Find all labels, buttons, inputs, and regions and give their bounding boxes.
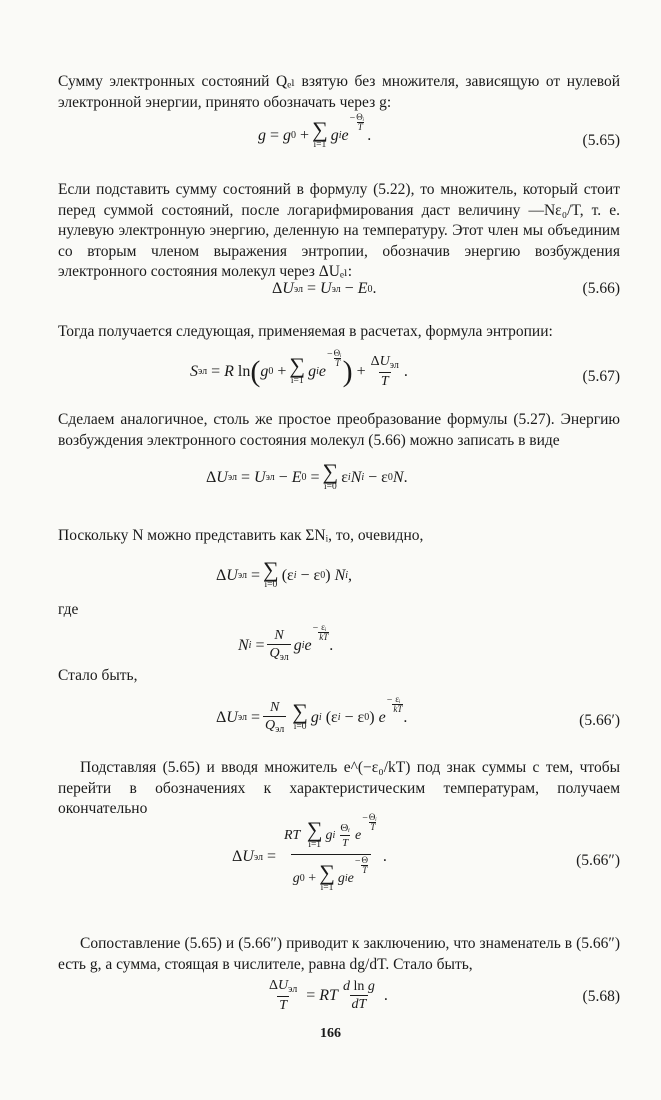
- equation-body: $\frac{\Delta U_{эл}}{T}$ = RT $\frac{\text{d ln g}}{dT}$ .: [269, 978, 388, 1013]
- equation-body: S эл = R ln ( g 0 + ∑ i=1 g i e − Θᵢ T ) + $\frac{\Delta U_{эл}}{T}$ .: [190, 348, 408, 389]
- equation-body: Δ U эл = U эл − E 0 .: [272, 280, 377, 297]
- equation-number: (5.66): [582, 280, 620, 297]
- paragraph-1: Сумму электронных состояний Qₑₗ взятую без множителя, зависящую от нулевой электронной энергии, принято обозначать через g:: [58, 73, 620, 111]
- paragraph-4: Сделаем аналогичное, столь же простое преобразование формулы (5.27). Энергию возбуждения электронного состояния молекул (5.66) можно записать в виде: [58, 411, 620, 449]
- paragraph-9: Сопоставление (5.65) и (5.66″) приводит к заключению, что знаменатель в (5.66″) есть g, а сумма, стоящая в числителе, равна dg/dT. Стало быть,: [58, 935, 620, 973]
- equation-5-65: [58, 112, 620, 166]
- paragraph-5: Поскольку N можно представить как ΣNᵢ, то, очевидно,: [58, 527, 424, 544]
- paragraph-8: Подставляя (5.65) и вводя множитель e^(−ε₀/kT) под знак суммы с тем, чтобы перейти в обозначениях к характеристическим температурам, получаем окончательно: [58, 759, 620, 817]
- equation-body: Δ U эл = $\frac{N}{Q_{эл}}$ ∑ i=0 g i (ε i − ε 0 ) e − εᵢ kT .: [216, 694, 408, 736]
- equation-body: Δ U эл = ∑ i=0 (ε i − ε 0 ) N i ,: [216, 557, 353, 590]
- page-number: 166: [320, 1026, 341, 1041]
- equation-number: (5.66″): [576, 852, 620, 869]
- paragraph-3: Тогда получается следующая, применяемая в расчетах, формула энтропии:: [58, 323, 553, 340]
- equation-delta-u-ni: [58, 557, 620, 600]
- equation-number: (5.67): [582, 368, 620, 385]
- equation-5-66: [58, 280, 620, 306]
- equation-ni: [58, 620, 620, 668]
- paragraph-2: Если подставить сумму состояний в формулу (5.22), то множитель, который стоит перед суммой состояний, после логарифмирования даст величину —Nε₀/T, т. е. нулевую электронную энергию, деленную на температуру. Этот член мы объединим со вторым членом выражения энтропии, обозначив энергию возбуждения электронного состояния молекул через ΔUₑₗ:: [58, 181, 620, 280]
- equation-5-66-double-prime: [58, 812, 620, 920]
- paragraph-7: Стало быть,: [58, 667, 138, 684]
- equation-5-68: [58, 976, 620, 1020]
- equation-body: Δ U эл = U эл − E 0 = ∑ i=0 ε i N i − ε 0 N .: [206, 459, 408, 492]
- equation-body: N i = $\frac{N}{Q_{эл}}$ g i e − εᵢ kT .: [238, 622, 334, 664]
- equation-body: Δ U эл = RT ∑ i=1 g i $\frac{\text{Θᵢ}}{T}$ e − Θᵢ T g 0 + ∑ i=1 g i e − Θ T .: [232, 812, 387, 893]
- paragraph-6: где: [58, 601, 79, 618]
- equation-5-66-prime: [58, 690, 620, 742]
- equation-number: (5.66′): [579, 712, 620, 729]
- equation-delta-u-sum: [58, 459, 620, 504]
- equation-number: (5.65): [582, 132, 620, 149]
- equation-5-67: [58, 346, 620, 404]
- equation-number: (5.68): [582, 988, 620, 1005]
- equation-body: g = g 0 + ∑ i=1 g i e − Θᵢ T .: [258, 112, 372, 150]
